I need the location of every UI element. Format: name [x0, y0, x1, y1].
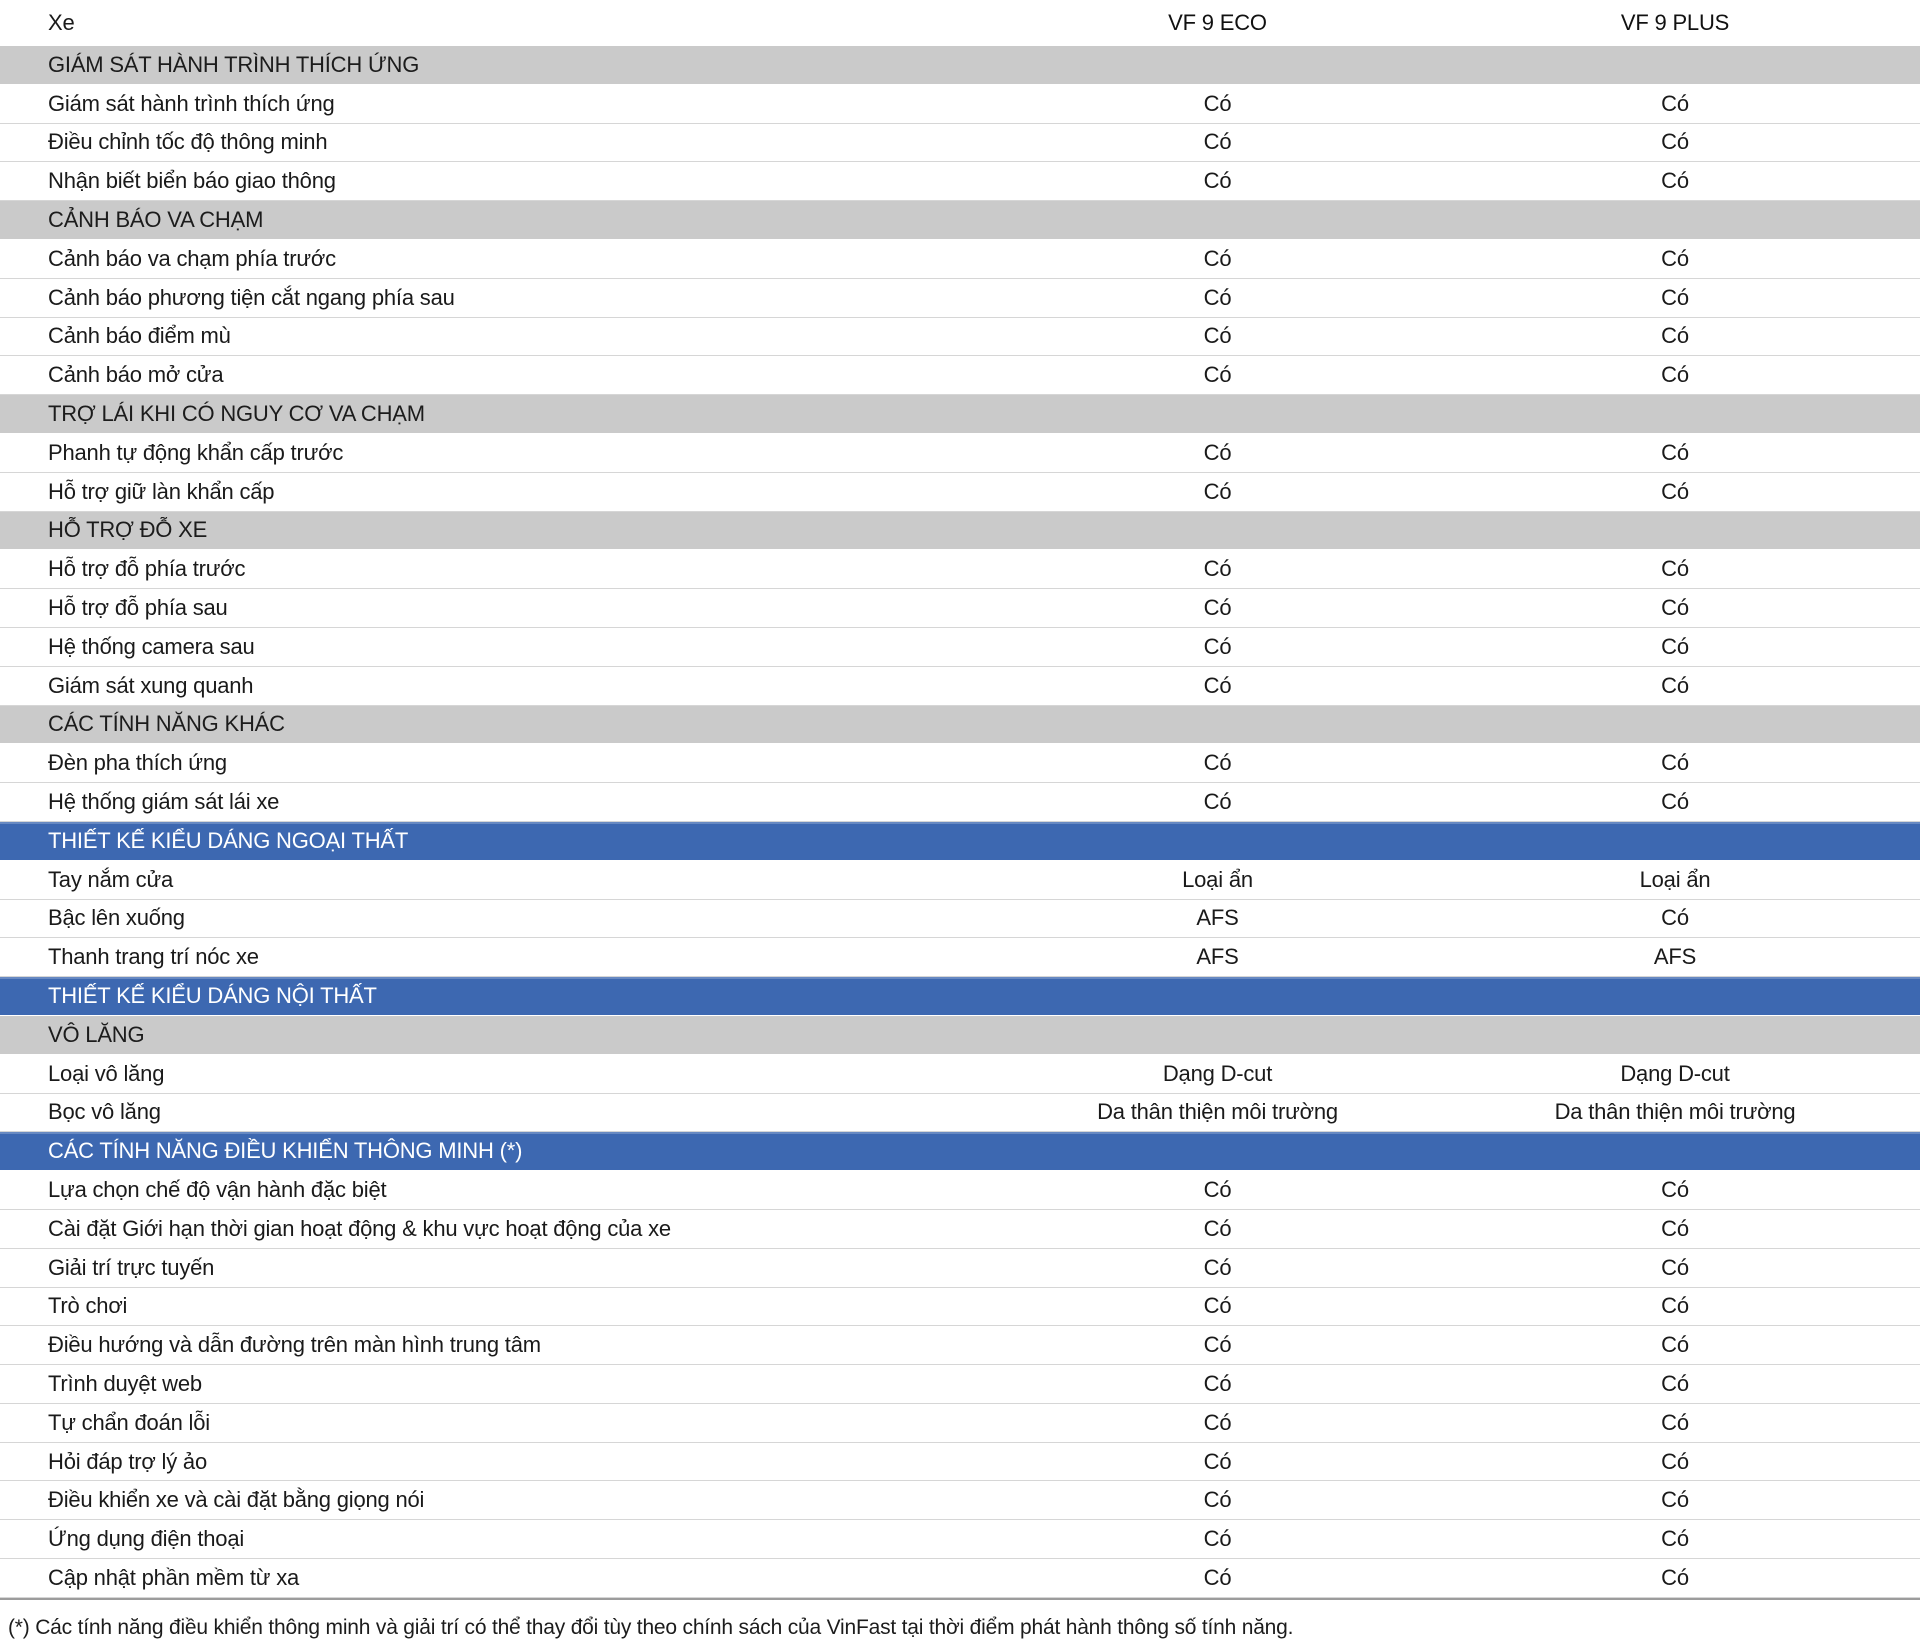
- feature-label: Trình duyệt web: [48, 1370, 202, 1396]
- value-vf9-plus: Có: [1661, 1332, 1689, 1358]
- section-header: [0, 512, 1920, 551]
- section-header: [0, 1132, 1920, 1171]
- value-vf9-eco: Có: [1203, 1370, 1232, 1396]
- feature-label: Điều hướng và dẫn đường trên màn hình trung tâm: [48, 1332, 541, 1358]
- value-vf9-eco: Có: [1203, 1409, 1232, 1435]
- table-row: [0, 434, 1920, 473]
- feature-label: Tự chẩn đoán lỗi: [48, 1409, 210, 1435]
- feature-label: Cài đặt Giới hạn thời gian hoạt động & khu vực hoạt động của xe: [48, 1215, 671, 1241]
- feature-label: Cảnh báo mở cửa: [48, 362, 224, 388]
- value-vf9-plus: Có: [1661, 1254, 1689, 1280]
- value-vf9-eco: Có: [1203, 323, 1232, 349]
- value-vf9-eco: Có: [1203, 595, 1232, 621]
- value-vf9-plus: Có: [1661, 323, 1689, 349]
- value-vf9-eco: Có: [1203, 1332, 1232, 1358]
- section-header-label: HỖ TRỢ ĐỖ XE: [48, 517, 208, 543]
- value-vf9-eco: AFS: [1196, 944, 1239, 970]
- value-vf9-eco: Có: [1203, 789, 1232, 815]
- table-row: [0, 1210, 1920, 1249]
- value-vf9-plus: Có: [1661, 595, 1689, 621]
- table-row: [0, 900, 1920, 939]
- value-vf9-eco: Có: [1203, 750, 1232, 776]
- table-row: [0, 1365, 1920, 1404]
- table-row: [0, 124, 1920, 163]
- table-row: [0, 938, 1920, 977]
- value-vf9-eco: Dạng D-cut: [1162, 1060, 1273, 1086]
- value-vf9-plus: Có: [1661, 1409, 1689, 1435]
- feature-label: Hỗ trợ đỗ phía trước: [48, 556, 246, 582]
- feature-label: Thanh trang trí nóc xe: [48, 944, 259, 970]
- value-vf9-plus: AFS: [1653, 944, 1697, 970]
- column-header-vehicle: Xe: [48, 10, 75, 35]
- feature-label: Cảnh báo va chạm phía trước: [48, 245, 336, 271]
- value-vf9-eco: Có: [1203, 1487, 1232, 1513]
- section-header: [0, 706, 1920, 745]
- column-header-vf9-eco: VF 9 ECO: [1168, 10, 1267, 35]
- value-vf9-eco: Có: [1203, 90, 1232, 116]
- value-vf9-eco: Có: [1203, 284, 1232, 310]
- table-row: [0, 1481, 1920, 1520]
- feature-label: Hệ thống giám sát lái xe: [48, 789, 280, 815]
- value-vf9-plus: Có: [1661, 1448, 1689, 1474]
- feature-label: Loại vô lăng: [48, 1060, 165, 1086]
- table-row: [0, 279, 1920, 318]
- value-vf9-plus: Có: [1661, 1370, 1689, 1396]
- table-row: [0, 667, 1920, 706]
- table-row: [0, 318, 1920, 357]
- table-row: [0, 1171, 1920, 1210]
- feature-label: Cảnh báo phương tiện cắt ngang phía sau: [48, 284, 455, 310]
- table-row: [0, 1055, 1920, 1094]
- table-row: [0, 473, 1920, 512]
- feature-label: Hỗ trợ giữ làn khẩn cấp: [48, 478, 275, 504]
- value-vf9-eco: Có: [1203, 439, 1232, 465]
- value-vf9-plus: Có: [1661, 245, 1689, 271]
- value-vf9-plus: Có: [1661, 90, 1689, 116]
- value-vf9-eco: Có: [1203, 556, 1232, 582]
- feature-label: Giải trí trực tuyến: [48, 1254, 215, 1280]
- table-row: [0, 1520, 1920, 1559]
- value-vf9-eco: AFS: [1196, 905, 1239, 931]
- section-header-label: CÁC TÍNH NĂNG KHÁC: [48, 711, 285, 737]
- value-vf9-plus: Có: [1661, 556, 1689, 582]
- feature-label: Cập nhật phần mềm từ xa: [48, 1564, 300, 1590]
- section-header: [0, 395, 1920, 434]
- table-row: [0, 1559, 1920, 1598]
- footnote: (*) Các tính năng điều khiển thông minh và giải trí có thể thay đổi tùy theo chính sách của VinFast tại thời điểm phát hành thông số tính năng.: [8, 1615, 1294, 1639]
- table-body: [0, 46, 1920, 1598]
- value-vf9-plus: Có: [1661, 362, 1689, 388]
- value-vf9-plus: Có: [1661, 1177, 1689, 1202]
- table-header-row: [0, 0, 1920, 46]
- feature-label: Hỗ trợ đỗ phía sau: [48, 595, 228, 621]
- feature-label: Điều khiển xe và cài đặt bằng giọng nói: [48, 1487, 425, 1513]
- value-vf9-plus: Có: [1661, 1487, 1689, 1513]
- value-vf9-eco: Có: [1203, 1448, 1232, 1474]
- table-row: [0, 1326, 1920, 1365]
- feature-label: Lựa chọn chế độ vận hành đặc biệt: [48, 1177, 387, 1202]
- value-vf9-plus: Có: [1661, 284, 1689, 310]
- section-header-label: THIẾT KẾ KIỂU DÁNG NỘI THẤT: [48, 983, 377, 1009]
- table-row: [0, 1404, 1920, 1443]
- table-row: [0, 1249, 1920, 1288]
- section-header-label: GIÁM SÁT HÀNH TRÌNH THÍCH ỨNG: [48, 51, 420, 77]
- feature-label: Điều chỉnh tốc độ thông minh: [48, 129, 328, 155]
- feature-label: Nhận biết biển báo giao thông: [48, 168, 336, 194]
- value-vf9-eco: Có: [1203, 1254, 1232, 1280]
- feature-label: Bọc vô lăng: [48, 1099, 161, 1125]
- value-vf9-eco: Có: [1203, 168, 1232, 194]
- value-vf9-eco: Có: [1203, 1177, 1232, 1202]
- feature-label: Giám sát hành trình thích ứng: [48, 90, 335, 116]
- table-row: [0, 628, 1920, 667]
- section-header: [0, 977, 1920, 1016]
- feature-label: Trò chơi: [48, 1293, 128, 1319]
- value-vf9-plus: Dạng D-cut: [1620, 1060, 1730, 1086]
- section-header-label: CẢNH BÁO VA CHẠM: [48, 207, 264, 233]
- value-vf9-plus: Có: [1661, 633, 1689, 659]
- value-vf9-eco: Có: [1203, 129, 1232, 155]
- value-vf9-plus: Có: [1661, 789, 1689, 815]
- feature-label: Phanh tự động khẩn cấp trước: [48, 439, 344, 465]
- section-header-label: VÔ LĂNG: [48, 1021, 145, 1047]
- value-vf9-eco: Có: [1203, 478, 1232, 504]
- value-vf9-eco: Có: [1203, 245, 1232, 271]
- feature-label: Đèn pha thích ứng: [48, 750, 227, 776]
- value-vf9-eco: Có: [1203, 1526, 1232, 1552]
- value-vf9-plus: Có: [1661, 1293, 1689, 1319]
- table-row: [0, 356, 1920, 395]
- table-row: [0, 1443, 1920, 1482]
- feature-label: Hỏi đáp trợ lý ảo: [48, 1448, 207, 1474]
- value-vf9-plus: Có: [1661, 672, 1689, 698]
- value-vf9-plus: Có: [1661, 439, 1689, 465]
- value-vf9-eco: Da thân thiện môi trường: [1097, 1099, 1338, 1125]
- value-vf9-eco: Có: [1203, 362, 1232, 388]
- feature-label: Ứng dụng điện thoại: [48, 1526, 245, 1552]
- table-row: [0, 744, 1920, 783]
- section-header-label: TRỢ LÁI KHI CÓ NGUY CƠ VA CHẠM: [48, 401, 425, 427]
- value-vf9-eco: Có: [1203, 672, 1232, 698]
- value-vf9-plus: Có: [1661, 168, 1689, 194]
- value-vf9-plus: Có: [1661, 478, 1689, 504]
- table-row: [0, 162, 1920, 201]
- feature-label: Giám sát xung quanh: [48, 672, 254, 698]
- section-header-label: THIẾT KẾ KIỂU DÁNG NGOẠI THẤT: [48, 827, 409, 853]
- value-vf9-plus: Có: [1661, 1215, 1689, 1241]
- feature-label: Cảnh báo điểm mù: [48, 323, 231, 349]
- value-vf9-eco: Có: [1203, 1564, 1232, 1590]
- table-row: [0, 1288, 1920, 1327]
- value-vf9-eco: Loại ẩn: [1182, 866, 1253, 892]
- table-row: [0, 550, 1920, 589]
- section-header-label: CÁC TÍNH NĂNG ĐIỀU KHIỂN THÔNG MINH (*): [48, 1138, 523, 1164]
- section-header: [0, 46, 1920, 85]
- section-header: [0, 822, 1920, 861]
- value-vf9-plus: Có: [1661, 129, 1689, 155]
- value-vf9-plus: Loại ẩn: [1639, 866, 1711, 892]
- section-header: [0, 1016, 1920, 1055]
- value-vf9-eco: Có: [1203, 633, 1232, 659]
- value-vf9-plus: Da thân thiện môi trường: [1554, 1099, 1796, 1125]
- value-vf9-eco: Có: [1203, 1215, 1232, 1241]
- column-header-vf9-plus: VF 9 PLUS: [1620, 10, 1730, 35]
- value-vf9-plus: Có: [1661, 1564, 1689, 1590]
- table-row: [0, 783, 1920, 822]
- feature-label: Tay nắm cửa: [48, 866, 174, 892]
- table-row: [0, 1094, 1920, 1133]
- table-row: [0, 589, 1920, 628]
- value-vf9-plus: Có: [1661, 1526, 1689, 1552]
- feature-label: Bậc lên xuống: [48, 905, 185, 931]
- table-row: [0, 240, 1920, 279]
- value-vf9-eco: Có: [1203, 1293, 1232, 1319]
- section-header: [0, 201, 1920, 240]
- value-vf9-plus: Có: [1661, 750, 1689, 776]
- table-row: [0, 861, 1920, 900]
- table-row: [0, 85, 1920, 124]
- value-vf9-plus: Có: [1661, 905, 1689, 931]
- feature-label: Hệ thống camera sau: [48, 633, 255, 659]
